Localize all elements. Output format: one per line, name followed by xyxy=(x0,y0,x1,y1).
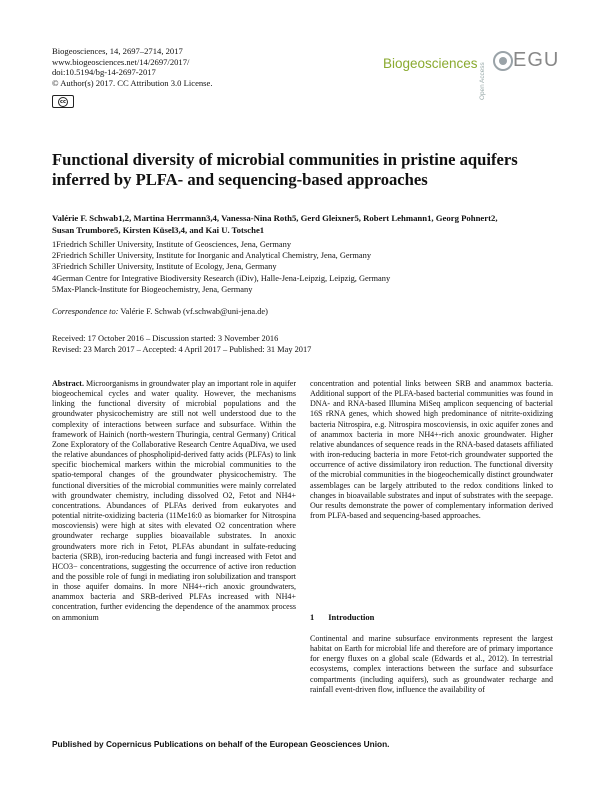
cc-circle: cc xyxy=(58,97,68,107)
journal-brand: Biogeosciences xyxy=(383,56,478,71)
introduction-text xyxy=(310,634,553,695)
author-line: Susan Trumbore5, Kirsten Küsel3,4, and Kai U. Totsche1 xyxy=(52,225,265,235)
abstract-label: Abstract. xyxy=(52,379,84,388)
introduction-paragraph: Continental and marine subsurface environments represent the largest habitat on Earth for microbial life and therefore are of primary importance for energy fluxes on a global scale (Edwards et al., 2012). In terrestrial ecosystems, complex interactions between the surface and subsurface compartments (including aquifers), such as groundwater recharge and rainfall event-driven flow, influence the availability of xyxy=(310,634,553,694)
affiliation: 5Max-Planck-Institute for Biogeochemistry, Jena, Germany xyxy=(52,284,253,294)
article-title: Functional diversity of microbial communities in pristine aquifers inferred by PLFA- and sequencing-based approaches xyxy=(52,150,518,189)
abstract-column-1 xyxy=(52,379,296,623)
publication-dates xyxy=(52,333,311,356)
abstract-column-2 xyxy=(310,379,553,521)
section-heading xyxy=(310,612,374,622)
section-number: 1 xyxy=(310,612,315,622)
cc-license-icon[interactable] xyxy=(52,95,74,108)
affiliation: 2Friedrich Schiller University, Institute for Inorganic and Analytical Chemistry, Jena, Germany xyxy=(52,251,372,261)
dates-line: Revised: 23 March 2017 – Accepted: 4 April 2017 – Published: 31 May 2017 xyxy=(52,345,312,355)
journal-citation: Biogeosciences, 14, 2697–2714, 2017 xyxy=(52,46,183,56)
open-access-label: Open Access xyxy=(479,62,486,100)
correspondence xyxy=(52,307,268,316)
author-line: Valérie F. Schwab1,2, Martina Herrmann3,4, Vanessa-Nina Roth5, Gerd Gleixner5, Robert Lehmann1, Georg Pohnert2, xyxy=(52,213,498,223)
correspondence-label: Correspondence to: xyxy=(52,307,119,316)
publisher-footer: Published by Copernicus Publications on behalf of the European Geosciences Union. xyxy=(52,739,390,749)
abstract-text: Microorganisms in groundwater play an important role in aquifer biogeochemical cycles and water quality. However, the mechanisms linking the functional diversity of microbial populations and the groundwater physicochemistry are still not well understood due to the complexity of interactions between surface and subsurface. Within the framework of Hainich (north-western Thuringia, central Germany) Critical Zone Exploratory of the Collaborative Research Centre AquaDiva, we used the relative abundances of phospholipid-derived fatty acids (PLFAs) to link specific biochemical markers within the microbial communities to the spatio-temporal changes of the groundwater physicochemistry. The functional diversities of the microbial communities were mainly correlated with groundwater chemistry, including dissolved O2, Fetot and NH4+ concentrations. Abundances of PLFAs derived from eukaryotes and potential nitrite-oxidizing bacteria (11Me16:0 as biomarker for Nitrospina moscoviensis) were high at sites with elevated O2 concentration where groundwater recharge supplies bioavailable substrates. In anoxic groundwaters more rich in Fetot, PLFAs abundant in sulfate-reducing bacteria (SRB), iron-reducing bacteria and fungi increased with Fetot and HCO3− concentrations, suggesting the occurrence of active iron reduction and the possible role of fungi in mediating iron solubilization and transport in those aquifer domains. In more NH4+-rich anoxic groundwaters, anammox bacteria and SRB-derived PLFAs increased with NH4+ concentration, further evidencing the dependence of the anammox process on ammonium xyxy=(52,379,296,622)
author-list xyxy=(52,212,552,236)
doi[interactable]: doi:10.5194/bg-14-2697-2017 xyxy=(52,67,156,77)
dates-line: Received: 17 October 2016 – Discussion started: 3 November 2016 xyxy=(52,334,279,343)
egu-logo-icon: EGU xyxy=(493,45,553,77)
copyright: © Author(s) 2017. CC Attribution 3.0 License. xyxy=(52,77,213,88)
correspondence-value[interactable]: Valérie F. Schwab (vf.schwab@uni-jena.de) xyxy=(120,307,268,316)
article-url[interactable]: www.biogeosciences.net/14/2697/2017/ xyxy=(52,56,190,67)
abstract-text-continued: concentration and potential links between SRB and anammox bacteria. Additional support of the PLFA-based bacterial communities was found in DNA- and RNA-based Illumina MiSeq amplicon sequencing of bacterial 16S rRNA genes, which showed high predominance of nitrite-oxidizing bacteria Nitrospira, e.g. Nitrospira moscoviensis, in oxic aquifer zones and of anammox bacteria in more NH4+-rich anoxic groundwater. Higher relative abundances of sequence reads in the RNA-based datasets affiliated with iron-reducing bacteria in more Fetot-rich groundwater supported the occurrence of active dissimilatory iron reduction. The functional diversity of the microbial communities in the biogeochemically distinct groundwater assemblages can be largely attributed to the redox conditions linked to changes in bioavailable substrates and input of substrates with the seepage. Our results demonstrate the power of complementary information derived from PLFA-based and sequencing-based approaches. xyxy=(310,379,553,521)
affiliation: 3Friedrich Schiller University, Institute of Ecology, Jena, Germany xyxy=(52,262,277,272)
affiliation: 1Friedrich Schiller University, Institute of Geosciences, Jena, Germany xyxy=(52,240,292,249)
affiliation: 4German Centre for Integrative Biodiversity Research (iDiv), Halle-Jena-Leipzig, Leipzig, Germany xyxy=(52,273,391,283)
affiliations xyxy=(52,239,390,295)
section-title: Introduction xyxy=(328,612,375,622)
